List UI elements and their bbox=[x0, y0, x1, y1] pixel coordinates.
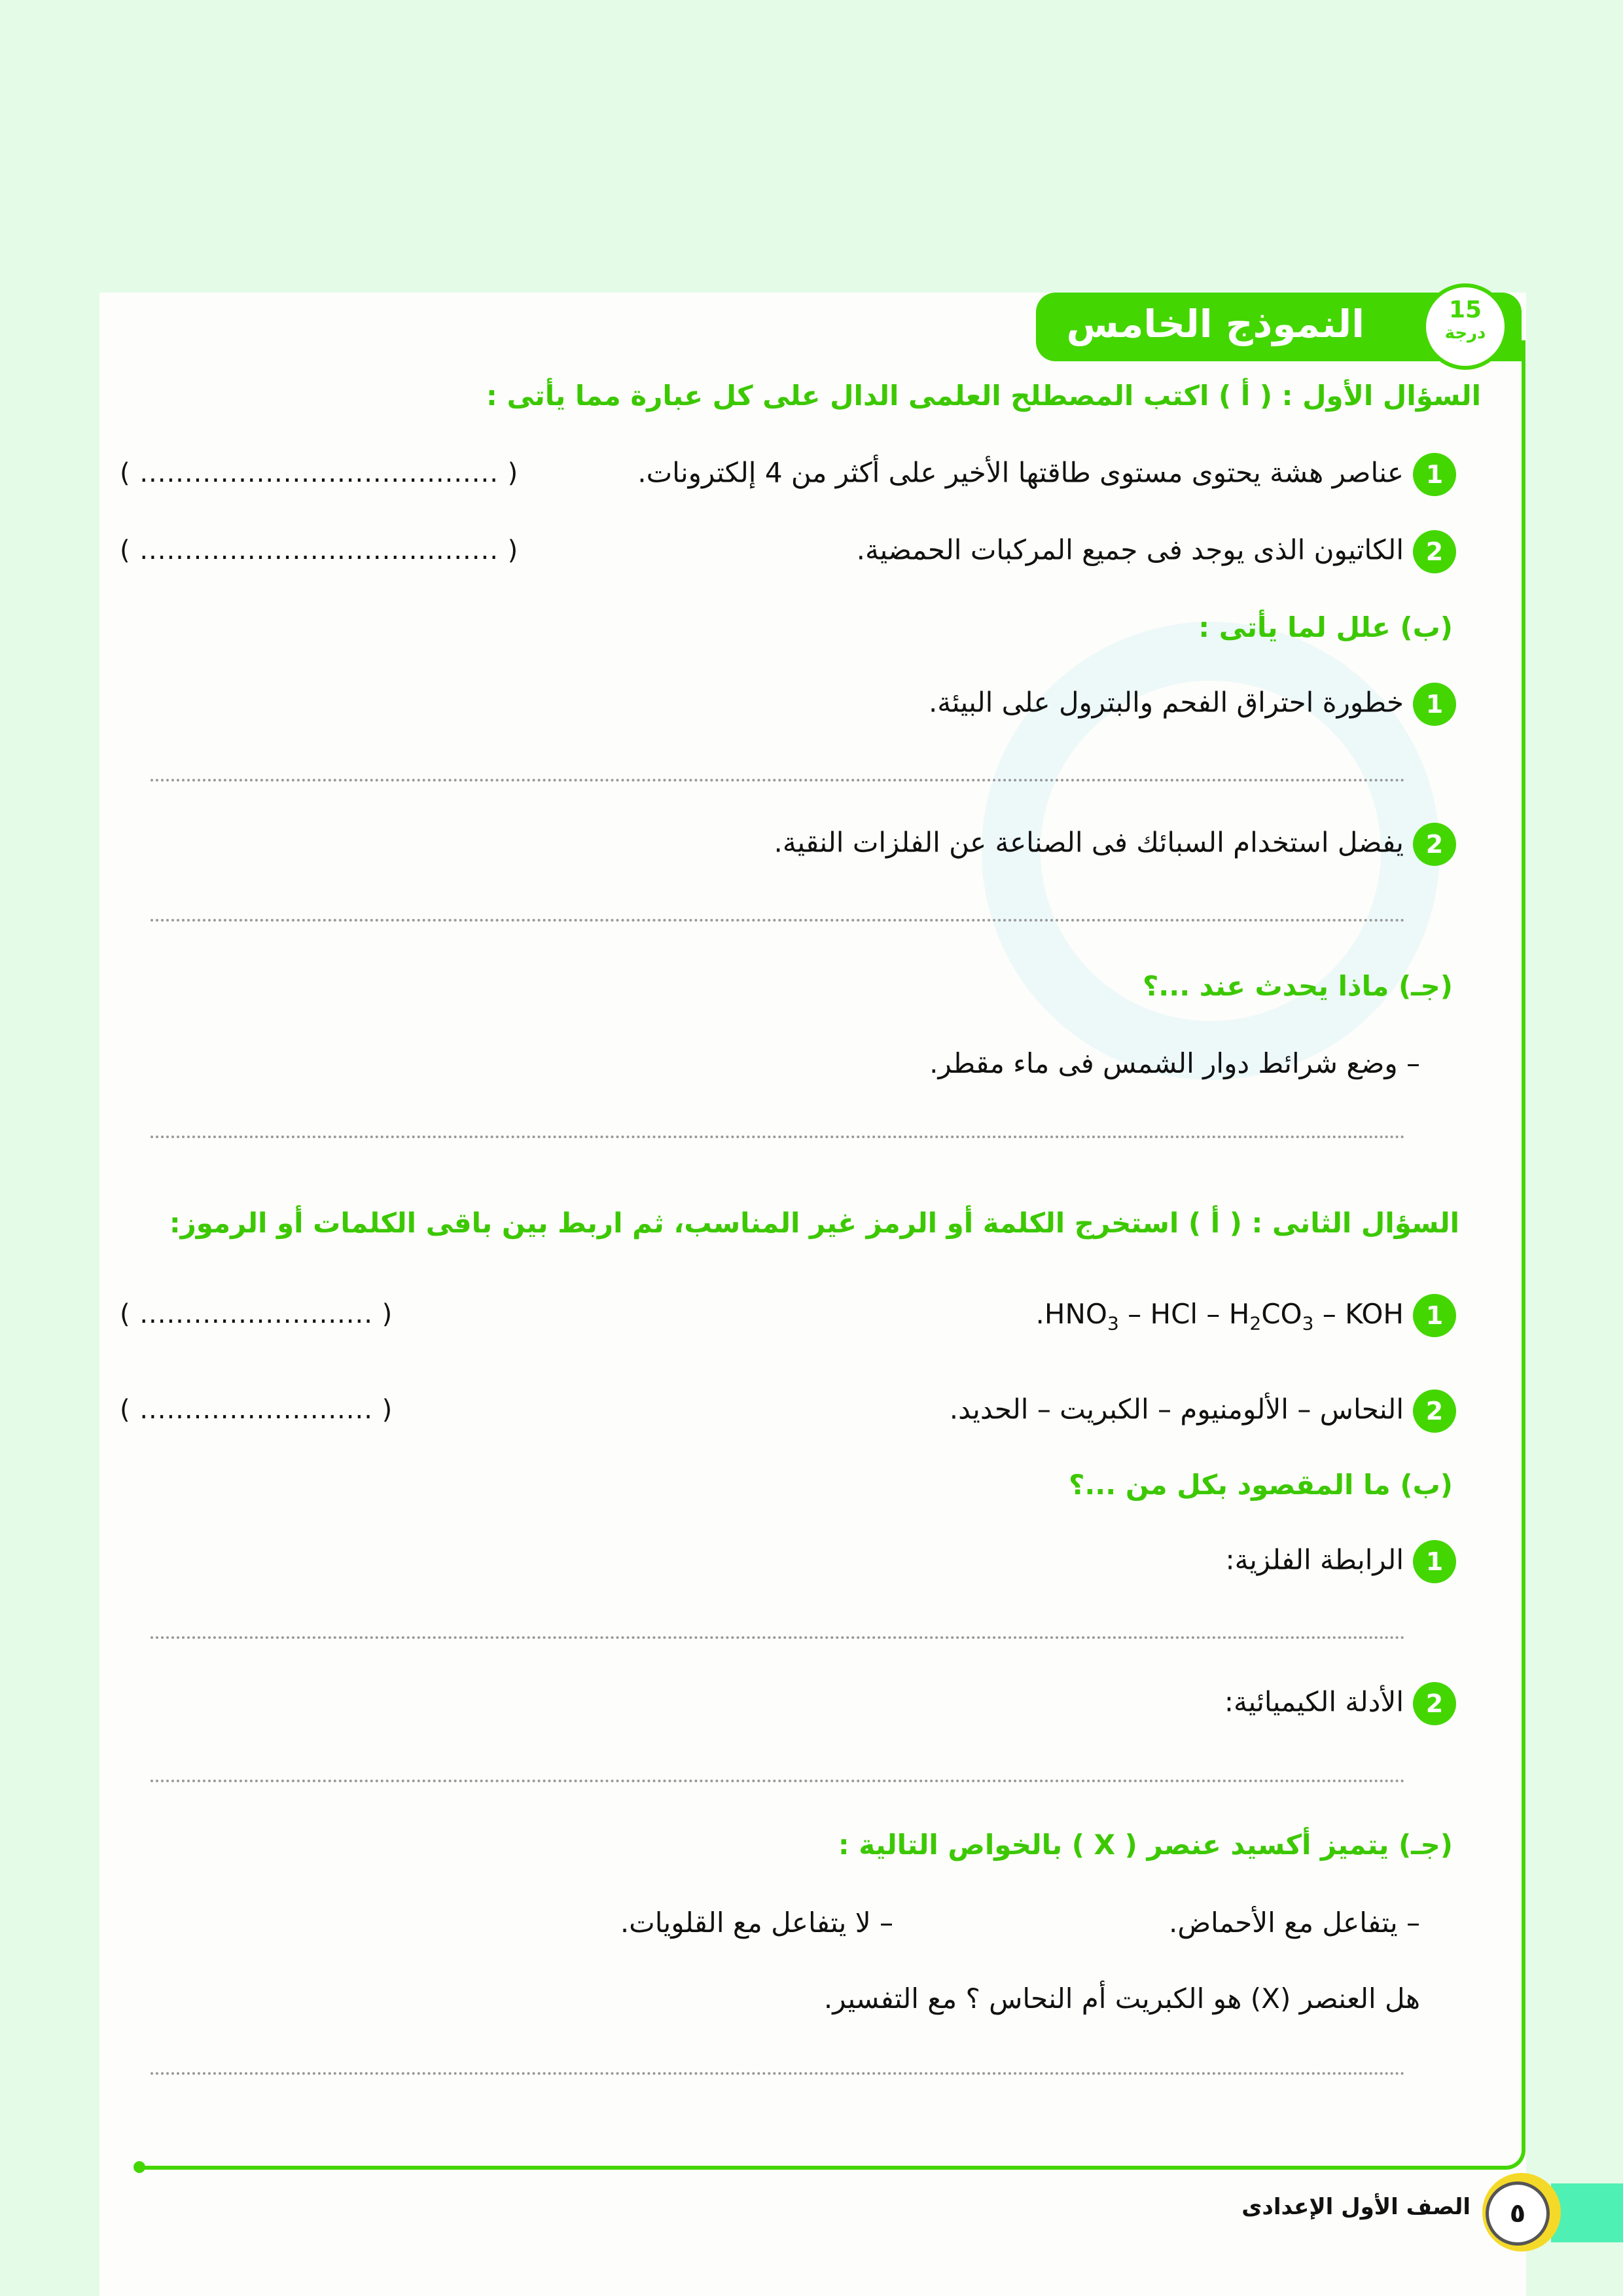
question-text: الرابطة الفلزية: bbox=[1225, 1543, 1404, 1576]
answer-blank[interactable]: ( .......................... ) bbox=[120, 1299, 393, 1329]
question-text: خطورة احتراق الفحم والبترول على البيئة. bbox=[928, 686, 1404, 719]
q1-c-title: (جـ) ماذا يحدث عند ...؟ bbox=[1142, 970, 1453, 1002]
answer-blank[interactable]: ( ........................................ ) bbox=[120, 458, 519, 488]
formula-list: $.HNO_3$ – HCl – $H_2CO_3$ – KOH bbox=[1035, 1297, 1404, 1334]
q1-b-item-1 bbox=[929, 683, 1456, 726]
q2-b-title: (ب) ما المقصود بكل من ...؟ bbox=[1068, 1469, 1453, 1501]
page-number: ٥ bbox=[1486, 2181, 1550, 2246]
q2-c-prop-2: – لا يتفاعل مع القلويات. bbox=[620, 1907, 893, 1939]
score-value: 15 bbox=[1448, 296, 1482, 323]
answer-blank[interactable]: ( .......................... ) bbox=[120, 1395, 393, 1425]
answer-blank[interactable]: ( ........................................ ) bbox=[120, 535, 519, 565]
q2-c-title: (جـ) يتميز أكسيد عنصر ( X ) بالخواص التالية : bbox=[838, 1829, 1453, 1861]
q2-b-item-1 bbox=[1226, 1540, 1456, 1583]
question-text: الأدلة الكيميائية: bbox=[1224, 1685, 1404, 1718]
answer-line[interactable] bbox=[151, 1136, 1405, 1138]
answer-line[interactable] bbox=[151, 1636, 1405, 1639]
q1-c-item: – وضع شرائط دوار الشمس فى ماء مقطر. bbox=[929, 1047, 1420, 1079]
number-badge: 2 bbox=[1413, 530, 1456, 573]
question-text: يفضل استخدام السبائك فى الصناعة عن الفلزات النقية. bbox=[774, 826, 1404, 859]
grade-label: الصف الأول الإعدادى bbox=[1241, 2194, 1471, 2220]
score-badge bbox=[1422, 283, 1508, 370]
answer-line[interactable] bbox=[151, 1780, 1405, 1782]
score-unit: درجة bbox=[1444, 323, 1486, 343]
q2-a-item-2 bbox=[950, 1390, 1456, 1433]
q2-c-question: هل العنصر (X) هو الكبريت أم النحاس ؟ مع التفسير. bbox=[823, 1982, 1420, 2015]
q1-a-item-1 bbox=[637, 453, 1456, 496]
q1-title: السؤال الأول : ( أ ) اكتب المصطلح العلمى الدال على كل عبارة مما يأتى : bbox=[486, 380, 1481, 412]
question-text: عناصر هشة يحتوى مستوى طاقتها الأخير على أكثر من 4 إلكترونات. bbox=[637, 456, 1404, 489]
frame-end-dot bbox=[134, 2161, 145, 2173]
q2-title: السؤال الثانى : ( أ ) استخرج الكلمة أو الرمز غير المناسب، ثم اربط بين باقى الكلمات أو الرموز: bbox=[169, 1207, 1459, 1239]
number-badge: 1 bbox=[1413, 1294, 1456, 1337]
answer-line[interactable] bbox=[151, 2072, 1405, 2075]
number-badge: 2 bbox=[1413, 1682, 1456, 1725]
answer-line[interactable] bbox=[151, 919, 1405, 922]
footer-tab bbox=[1551, 2183, 1623, 2242]
answer-line[interactable] bbox=[151, 779, 1405, 781]
number-badge: 1 bbox=[1413, 453, 1456, 496]
number-badge: 2 bbox=[1413, 823, 1456, 866]
q1-b-title: (ب) علل لما يأتى : bbox=[1198, 611, 1453, 643]
number-badge: 1 bbox=[1413, 683, 1456, 726]
q1-a-item-2 bbox=[857, 530, 1456, 573]
q2-b-item-2 bbox=[1224, 1682, 1456, 1725]
q2-c-prop-1: – يتفاعل مع الأحماض. bbox=[1169, 1907, 1420, 1939]
number-badge: 1 bbox=[1413, 1540, 1456, 1583]
question-text: النحاس – الألومنيوم – الكبريت – الحديد. bbox=[949, 1393, 1404, 1426]
q1-b-item-2 bbox=[774, 823, 1456, 866]
question-text: الكاتيون الذى يوجد فى جميع المركبات الحمضية. bbox=[856, 533, 1404, 566]
q2-a-item-1 bbox=[1036, 1294, 1456, 1337]
page-title: النموذج الخامس bbox=[1066, 302, 1364, 346]
number-badge: 2 bbox=[1413, 1390, 1456, 1433]
